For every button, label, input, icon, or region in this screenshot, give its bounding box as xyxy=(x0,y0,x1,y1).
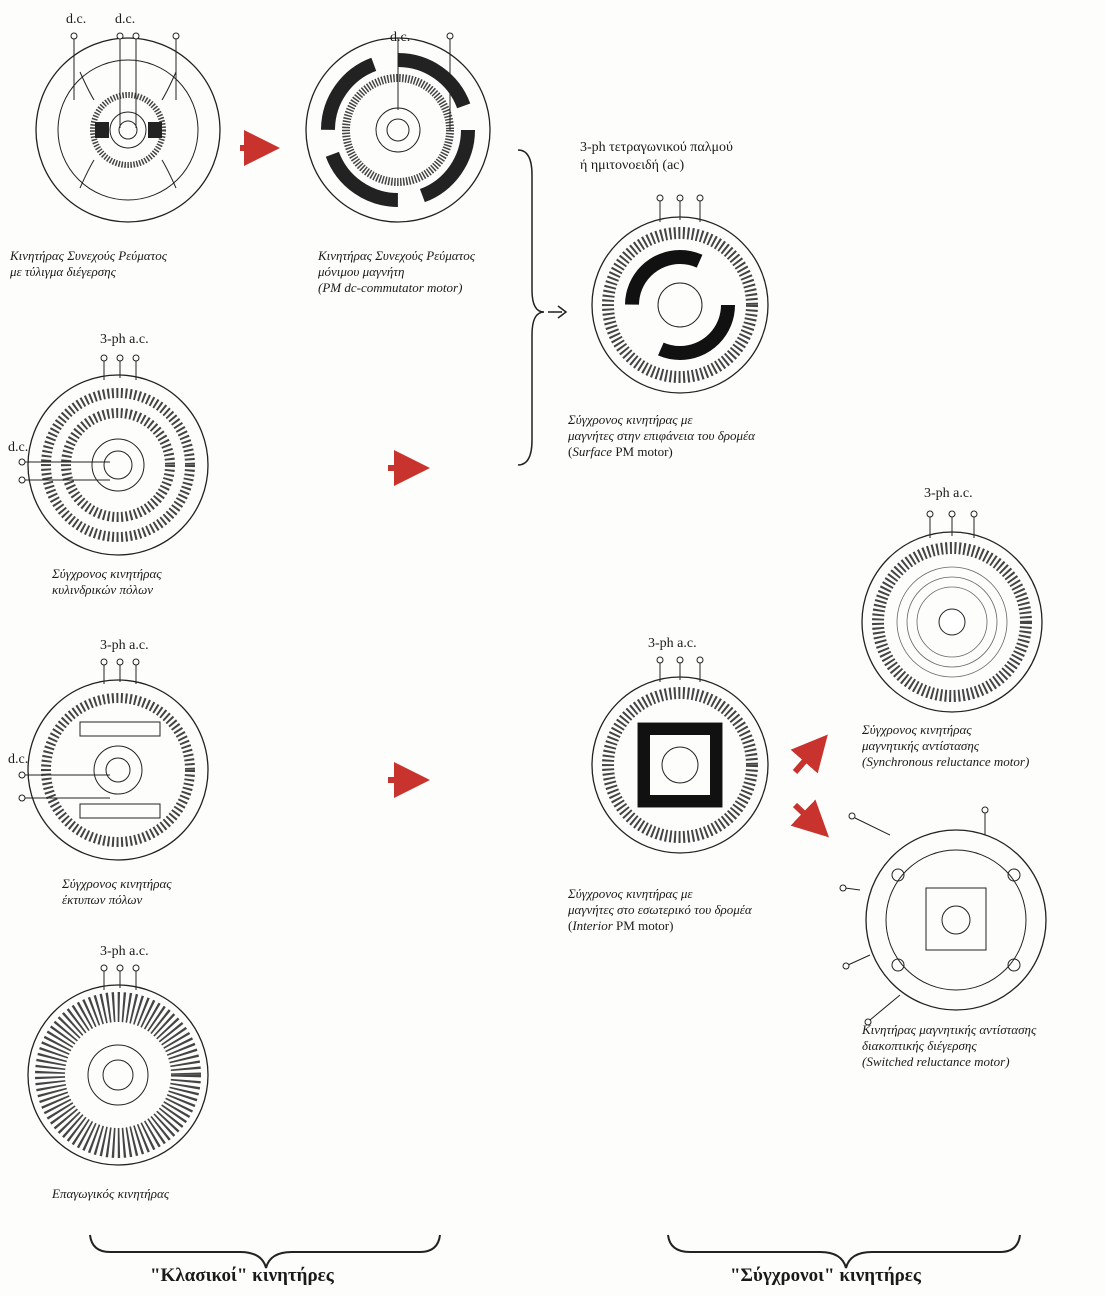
surface-pm-caption-3: (Surface PM motor) xyxy=(568,444,673,459)
interior-pm-supply: 3-ph a.c. xyxy=(648,636,697,651)
pm-dc-caption-3: (PM dc-commutator motor) xyxy=(318,280,463,295)
salient-sync-supply-ac: 3-ph a.c. xyxy=(100,638,149,653)
modern-group-label: "Σύγχρονοι" κινητήρες xyxy=(730,1265,921,1286)
sync-rel-supply: 3-ph a.c. xyxy=(924,486,973,501)
surface-pm-motor xyxy=(592,195,768,393)
right-brace xyxy=(518,150,544,465)
arrow-to-sync-rel xyxy=(795,748,816,772)
surface-pm-supply-1: 3-ph τετραγωνικού παλμού xyxy=(580,140,733,155)
induction-motor xyxy=(28,965,208,1165)
sync-rel-caption-3: (Synchronous reluctance motor) xyxy=(862,754,1030,769)
switched-rel-caption-2: διακοπτικής διέγερσης xyxy=(862,1038,977,1053)
modern-brace xyxy=(668,1235,1020,1268)
interior-pm-motor xyxy=(592,657,768,853)
surface-pm-caption-1: Σύγχρονος κινητήρας με xyxy=(568,412,693,427)
pm-dc-motor xyxy=(306,33,490,222)
classic-brace xyxy=(90,1235,440,1268)
classic-group-label: "Κλασικοί" κινητήρες xyxy=(150,1265,334,1286)
sync-rel-caption-2: μαγνητικής αντίστασης xyxy=(862,738,980,753)
dc-field-supply-1: d.c. xyxy=(66,12,87,27)
switched-reluctance-motor xyxy=(840,807,1046,1025)
dc-field-caption-2: με τύλιγμα διέγερσης xyxy=(10,264,116,279)
salient-sync-motor xyxy=(19,659,208,860)
pm-dc-caption-2: μόνιμου μαγνήτη xyxy=(318,264,405,279)
cyl-sync-supply-ac: 3-ph a.c. xyxy=(100,332,149,347)
surface-pm-caption-2: μαγνήτες στην επιφάνεια του δρομέα xyxy=(568,428,755,443)
dc-field-motor xyxy=(36,33,220,222)
salient-sync-supply-dc: d.c. xyxy=(8,752,29,767)
interior-pm-caption-1: Σύγχρονος κινητήρας με xyxy=(568,886,693,901)
switched-rel-caption-1: Κινητήρας μαγνητικής αντίστασης xyxy=(862,1022,1037,1037)
cyl-sync-caption-2: κυλινδρικών πόλων xyxy=(52,582,154,597)
pm-dc-caption-1: Κινητήρας Συνεχούς Ρεύματος xyxy=(318,248,476,263)
hollow-arrow xyxy=(548,306,566,318)
arrow-to-switched-rel xyxy=(795,805,816,825)
cyl-sync-supply-dc: d.c. xyxy=(8,440,29,455)
dc-field-caption-1: Κινητήρας Συνεχούς Ρεύματος xyxy=(10,248,168,263)
sync-rel-caption-1: Σύγχρονος κινητήρας xyxy=(862,722,972,737)
cyl-sync-caption-1: Σύγχρονος κινητήρας xyxy=(52,566,162,581)
interior-pm-caption-3: (Interior PM motor) xyxy=(568,918,674,933)
induction-supply: 3-ph a.c. xyxy=(100,944,149,959)
interior-pm-caption-2: μαγνήτες στο εσωτερικό του δρομέα xyxy=(568,902,752,917)
dc-field-supply-2: d.c. xyxy=(115,12,136,27)
salient-sync-caption-2: έκτυπων πόλων xyxy=(62,892,143,907)
pm-dc-supply: d.c. xyxy=(390,30,411,45)
switched-rel-caption-3: (Switched reluctance motor) xyxy=(862,1054,1010,1069)
sync-reluctance-motor xyxy=(862,511,1042,712)
surface-pm-supply-2: ή ημιτονοειδή (ac) xyxy=(580,158,685,173)
induction-caption: Επαγωγικός κινητήρας xyxy=(52,1186,170,1201)
cylindrical-sync-motor xyxy=(19,355,208,555)
salient-sync-caption-1: Σύγχρονος κινητήρας xyxy=(62,876,172,891)
